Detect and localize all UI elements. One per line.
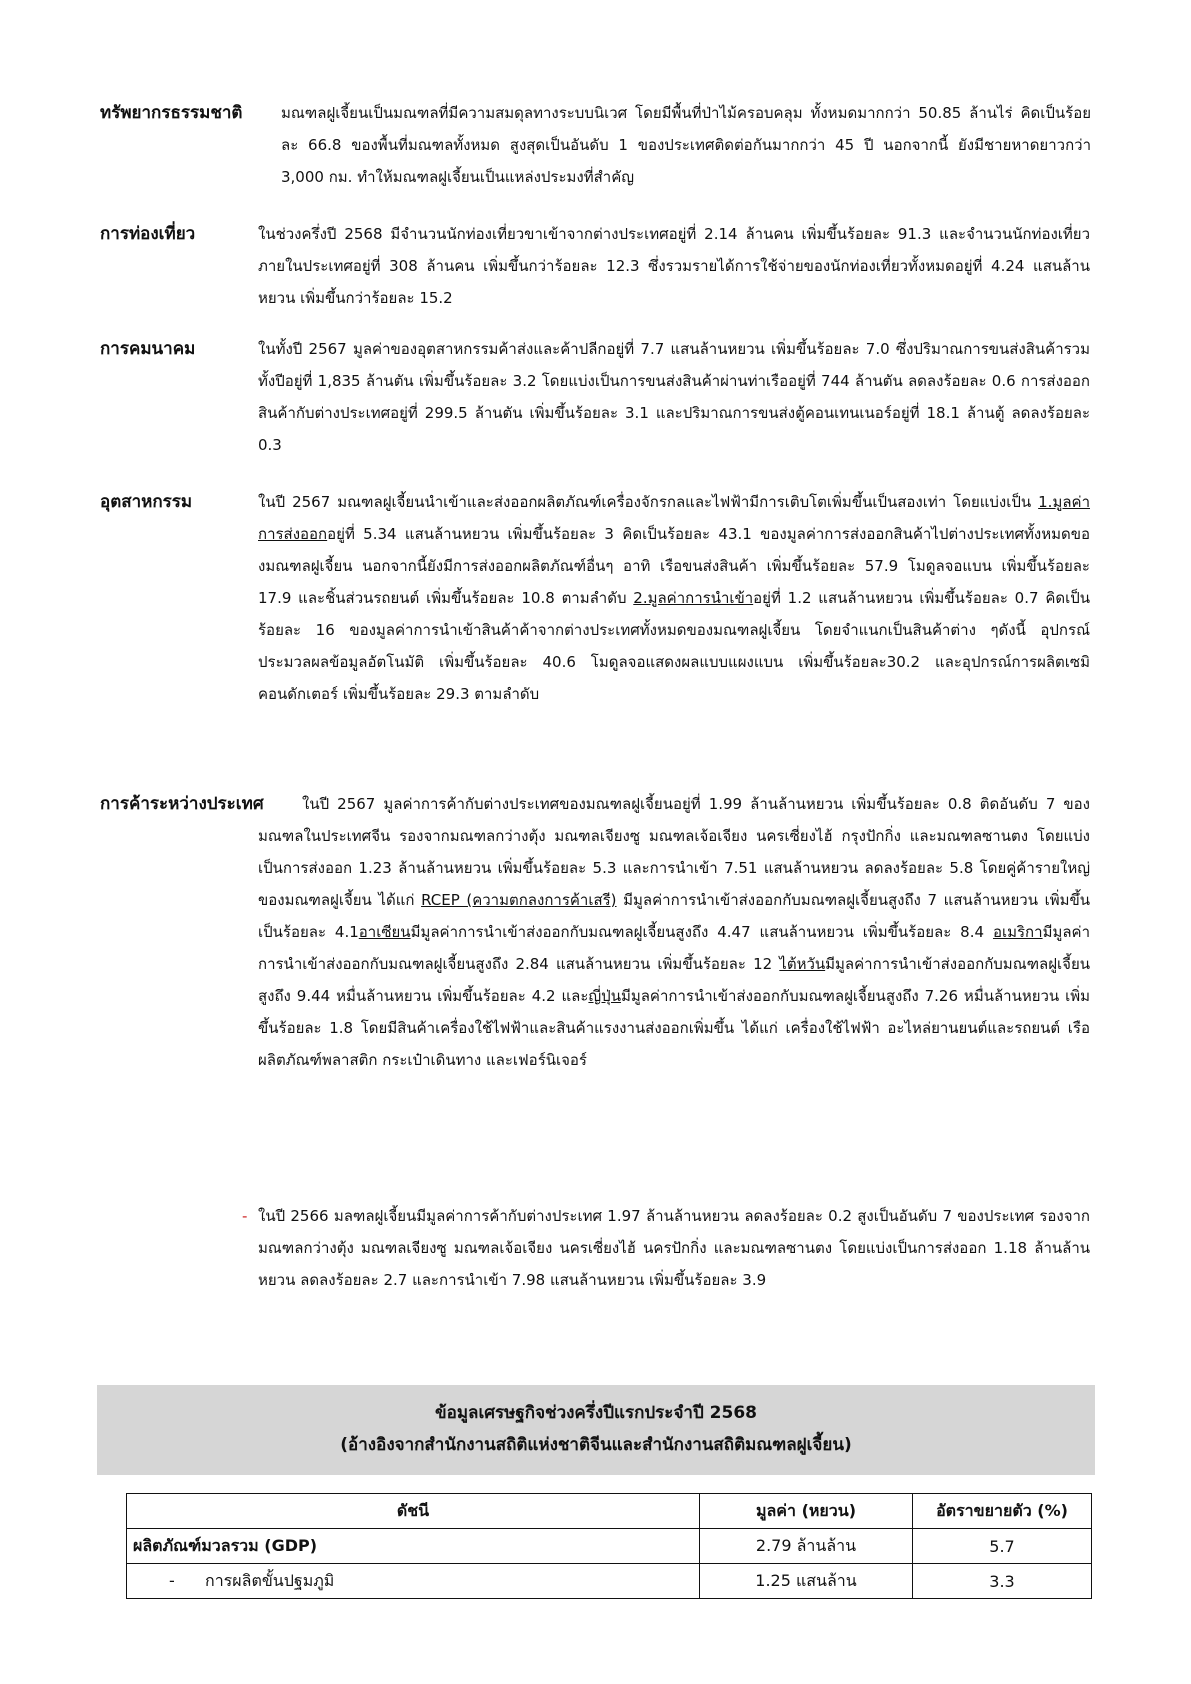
section-title: ทรัพยากรธรรมชาติ [100,103,243,123]
table-row [127,1564,1092,1599]
column-header-growth: อัตราขยายตัว (%) [913,1494,1092,1529]
header-line-1: ข้อมูลเศรษฐกิจช่วงครึ่งปีแรกประจำปี 2568 [435,1403,757,1423]
section-text: ในทั้งปี 2567 มูลค่าของอุตสาหกรรมค้าส่งและค้าปลีกอยู่ที่ 7.7 แสนล้านหยวน เพิ่มขึ้นร้อยละ 7.0 ซึ่งปริมาณการขนส่งสินค้ารวมทั้งปีอยู่ที่ 1,835 ล้านตัน เพิ่มขึ้นร้อยละ 3.2 โดยแบ่งเป็นการขนส่งสินค้าผ่านท่าเรืออยู่ที่ 744 ล้านตัน ลดลงร้อยละ 0.6 การส่งออกสินค้ากับต่างประเทศอยู่ที่ 299.5 ล้านตัน เพิ่มขึ้นร้อยละ 3.1 และปริมาณการขนส่งตู้คอนเทนเนอร์อยู่ที่ 18.1 ล้านตู้ ลดลงร้อยละ 0.3 [258,340,1090,454]
table-header-row [127,1494,1092,1529]
underlined-term: 2.มูลค่าการนำเข้า [633,589,754,607]
underlined-term: อเมริกา [992,923,1043,941]
cell-index: - การผลิตขั้นปฐมภูมิ [127,1564,700,1599]
column-header-value: มูลค่า (หยวน) [700,1494,913,1529]
underlined-term: ญี่ปุ่น [588,987,621,1005]
section-title: อุตสาหกรรม [100,492,193,512]
underlined-term: ไต้หวัน [779,955,826,973]
section-title: การคมนาคม [100,339,196,359]
underlined-term: 1.มูลค่าการส่งออก [258,493,1090,543]
cell-growth: 5.7 [913,1529,1092,1564]
cell-index: ผลิตภัณฑ์มวลรวม (GDP) [127,1529,700,1564]
section-text: มณฑลฝูเจี้ยนเป็นมณฑลที่มีความสมดุลทางระบบนิเวศ โดยมีพื้นที่ป่าไม้ครอบคลุม ทั้งหมดมากกว่า 50.85 ล้านไร่ คิดเป็นร้อยละ 66.8 ของพื้นที่มณฑลทั้งหมด สูงสุดเป็นอันดับ 1 ของประเทศติดต่อกันมากกว่า 45 ปี นอกจากนี้ ยังมีชายหาดยาวกว่า 3,000 กม. ทำให้มณฑลฝูเจี้ยนเป็นแหล่งประมงที่สำคัญ [281,104,1091,186]
underlined-term: อาเซียน [358,923,411,941]
cell-growth: 3.3 [913,1564,1092,1599]
underlined-term: RCEP (ความตกลงการค้าเสรี) [421,891,617,909]
cell-value: 2.79 ล้านล้าน [700,1529,913,1564]
bullet-marker: - [242,1207,248,1225]
bullet-text: ในปี 2566 มลฑลฝูเจี้ยนมีมูลค่าการค้ากับต่างประเทศ 1.97 ล้านล้านหยวน ลดลงร้อยละ 0.2 สูงเป็นอันดับ 7 ของประเทศ รองจากมณฑลกว่างตุ้ง มณฑลเจียงซู มณฑลเจ้อเจียง นครเซี่ยงไฮ้ นครปักกิ่ง และมณฑลซานตง โดยแบ่งเป็นการส่งออก 1.18 ล้านล้านหยวน ลดลงร้อยละ 2.7 และการนำเข้า 7.98 แสนล้านหยวน เพิ่มขึ้นร้อยละ 3.9 [258,1207,1090,1289]
economic-data-table [126,1493,1092,1599]
section-text: ในปี 2567 มณฑลฝูเจี้ยนนำเข้าและส่งออกผลิตภัณฑ์เครื่องจักรกลและไฟฟ้ามีการเติบโตเพิ่มขึ้นเป็นสองเท่า โดยแบ่งเป็น 1.มูลค่าการส่งออกอยู่ที่ 5.34 แสนล้านหยวน เพิ่มขึ้นร้อยละ 3 คิดเป็นร้อยละ 43.1 ของมูลค่าการส่งออกสินค้าไปต่างประเทศทั้งหมดของมณฑลฝูเจี้ยน นอกจากนี้ยังมีการส่งออกผลิตภัณฑ์อื่นๆ อาทิ เรือขนส่งสินค้า เพิ่มขึ้นร้อยละ 57.9 โมดูลจอแบน เพิ่มขึ้นร้อยละ 17.9 และชิ้นส่วนรถยนต์ เพิ่มขึ้นร้อยละ 10.8 ตามลำดับ 2.มูลค่าการนำเข้าอยู่ที่ 1.2 แสนล้านหยวน เพิ่มขึ้นร้อยละ 0.7 คิดเป็นร้อยละ 16 ของมูลค่าการนำเข้าสินค้าค้าจากต่างประเทศทั้งหมดของมณฑลฝูเจี้ยน โดยจำแนกเป็นสินค้าต่าง ๆดังนี้ อุปกรณ์ประมวลผลข้อมูลอัตโนมัติ เพิ่มขึ้นร้อยละ 40.6 โมดูลจอแสดงผลแบบแผงแบน เพิ่มขึ้นร้อยละ30.2 และอุปกรณ์การผลิตเซมิคอนดักเตอร์ เพิ่มขึ้นร้อยละ 29.3 ตามลำดับ [258,493,1090,703]
economic-data-header [97,1385,1095,1475]
section-title: การค้าระหว่างประเทศ [100,794,264,814]
cell-value: 1.25 แสนล้าน [700,1564,913,1599]
header-line-2: (อ้างอิงจากสำนักงานสถิติแห่งชาติจีนและสำนักงานสถิติมณฑลฝูเจี้ยน) [340,1435,852,1455]
table-row [127,1529,1092,1564]
section-text: ในช่วงครึ่งปี 2568 มีจำนวนนักท่องเที่ยวขาเข้าจากต่างประเทศอยู่ที่ 2.14 ล้านคน เพิ่มขึ้นร้อยละ 91.3 และจำนวนนักท่องเที่ยวภายในประเทศอยู่ที่ 308 ล้านคน เพิ่มขึ้นกว่าร้อยละ 12.3 ซึ่งรวมรายได้การใช้จ่ายของนักท่องเที่ยวทั้งหมดอยู่ที่ 4.24 แสนล้านหยวน เพิ่มขึ้นกว่าร้อยละ 15.2 [258,225,1090,307]
section-text: ในปี 2567 มูลค่าการค้ากับต่างประเทศของมณฑลฝูเจี้ยนอยู่ที่ 1.99 ล้านล้านหยวน เพิ่มขึ้นร้อยละ 0.8 ติดอันดับ 7 ของมณฑลในประเทศจีน รองจากมณฑลกว่างตุ้ง มณฑลเจียงซู มณฑลเจ้อเจียง นครเซี่ยงไฮ้ กรุงปักกิ่ง และมณฑลซานตง โดยแบ่งเป็นการส่งออก 1.23 ล้านล้านหยวน เพิ่มขึ้นร้อยละ 5.3 และการนำเข้า 7.51 แสนล้านหยวน ลดลงร้อยละ 5.8 โดยคู่ค้ารายใหญ่ของมณฑลฝูเจี้ยน ได้แก่ RCEP (ความตกลงการค้าเสรี) มีมูลค่าการนำเข้าส่งออกกับมณฑลฝูเจี้ยนสูงถึง 7 แสนล้านหยวน เพิ่มขึ้นเป็นร้อยละ 4.1อาเซียนมีมูลค่าการนำเข้าส่งออกกับมณฑลฝูเจี้ยนสูงถึง 4.47 แสนล้านหยวน เพิ่มขึ้นร้อยละ 8.4 อเมริกามีมูลค่าการนำเข้าส่งออกกับมณฑลฝูเจี้ยนสูงถึง 2.84 แสนล้านหยวน เพิ่มขึ้นร้อยละ 12 ไต้หวันมีมูลค่าการนำเข้าส่งออกกับมณฑลฝูเจี้ยนสูงถึง 9.44 หมื่นล้านหยวน เพิ่มขึ้นร้อยละ 4.2 และญี่ปุ่นมีมูลค่าการนำเข้าส่งออกกับมณฑลฝูเจี้ยนสูงถึง 7.26 หมื่นล้านหยวน เพิ่มขึ้นร้อยละ 1.8 โดยมีสินค้าเครื่องใช้ไฟฟ้าและสินค้าแรงงานส่งออกเพิ่มขึ้น ได้แก่ เครื่องใช้ไฟฟ้า อะไหล่ยานยนต์และรถยนต์ เรือ ผลิตภัณฑ์พลาสติก กระเป๋าเดินทาง และเฟอร์นิเจอร์ [258,795,1090,1069]
row-dash: - [169,1570,175,1590]
column-header-index: ดัชนี [127,1494,700,1529]
section-title: การท่องเที่ยว [100,224,196,244]
